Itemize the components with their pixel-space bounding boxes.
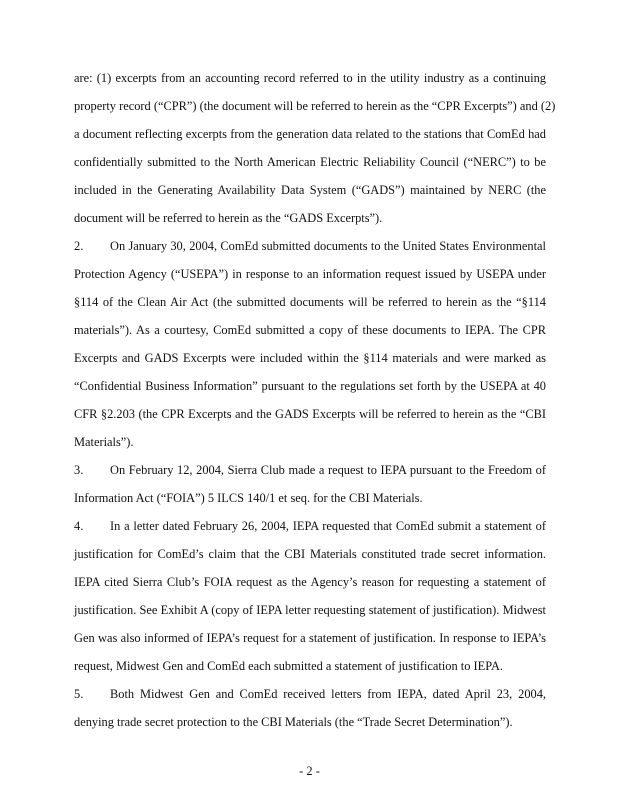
paragraph-4-line: In a letter dated February 26, 2004, IEPA requested that ComEd submit a statement of [110,519,546,533]
paragraph-1-line: document will be referred to herein as the “GADS Excerpts”). [74,211,383,225]
paragraph-3-number: 3. [74,463,84,477]
page-number: - 2 - [299,764,320,778]
paragraph-5-line: denying trade secret protection to the CBI Materials (the “Trade Secret Determination”). [74,715,513,729]
paragraph-1-line: are: (1) excerpts from an accounting record referred to in the utility industry as a continuing [74,71,546,85]
paragraph-4-line: justification for ComEd’s claim that the CBI Materials constituted trade secret information. [74,547,546,561]
paragraph-4-number: 4. [74,519,84,533]
paragraph-2-line: On January 30, 2004, ComEd submitted documents to the United States Environmental [110,239,546,253]
paragraph-1-line: property record (“CPR”) (the document will be referred to herein as the “CPR Excerpts”) and (2) [74,99,556,113]
paragraph-2-line: CFR §2.203 (the CPR Excerpts and the GADS Excerpts will be referred to herein as the “CBI [74,407,546,421]
paragraph-4-line: justification. See Exhibit A (copy of IEPA letter requesting statement of justification). Midwest [74,603,546,617]
paragraph-1-line: confidentially submitted to the North American Electric Reliability Council (“NERC”) to be [74,155,546,169]
paragraph-5-number: 5. [74,687,84,701]
paragraph-1-line: included in the Generating Availability Data System (“GADS”) maintained by NERC (the [74,183,546,197]
paragraph-2-line: Protection Agency (“USEPA”) in response to an information request issued by USEPA under [74,267,546,281]
paragraph-2-line: Materials”). [74,435,134,449]
paragraph-3-line: Information Act (“FOIA”) 5 ILCS 140/1 et seq. for the CBI Materials. [74,491,423,505]
paragraph-4-line: IEPA cited Sierra Club’s FOIA request as the Agency’s reason for requesting a statement of [74,575,546,589]
paragraph-5-line: Both Midwest Gen and ComEd received letters from IEPA, dated April 23, 2004, [110,687,546,701]
paragraph-4-line: Gen was also informed of IEPA’s request for a statement of justification. In response to IEPA’s [74,631,546,645]
paragraph-3-line: On February 12, 2004, Sierra Club made a request to IEPA pursuant to the Freedom of [110,463,546,477]
paragraph-2-line: §114 of the Clean Air Act (the submitted documents will be referred to herein as the “§114 [74,295,546,309]
paragraph-1-line: a document reflecting excerpts from the generation data related to the stations that ComEd had [74,127,546,141]
paragraph-2-number: 2. [74,239,84,253]
paragraph-2-line: materials”). As a courtesy, ComEd submitted a copy of these documents to IEPA. The CPR [74,323,546,337]
paragraph-2-line: “Confidential Business Information” pursuant to the regulations set forth by the USEPA at 40 [74,379,546,393]
paragraph-4-line: request, Midwest Gen and ComEd each submitted a statement of justification to IEPA. [74,659,504,673]
paragraph-2-line: Excerpts and GADS Excerpts were included within the §114 materials and were marked as [74,351,546,365]
